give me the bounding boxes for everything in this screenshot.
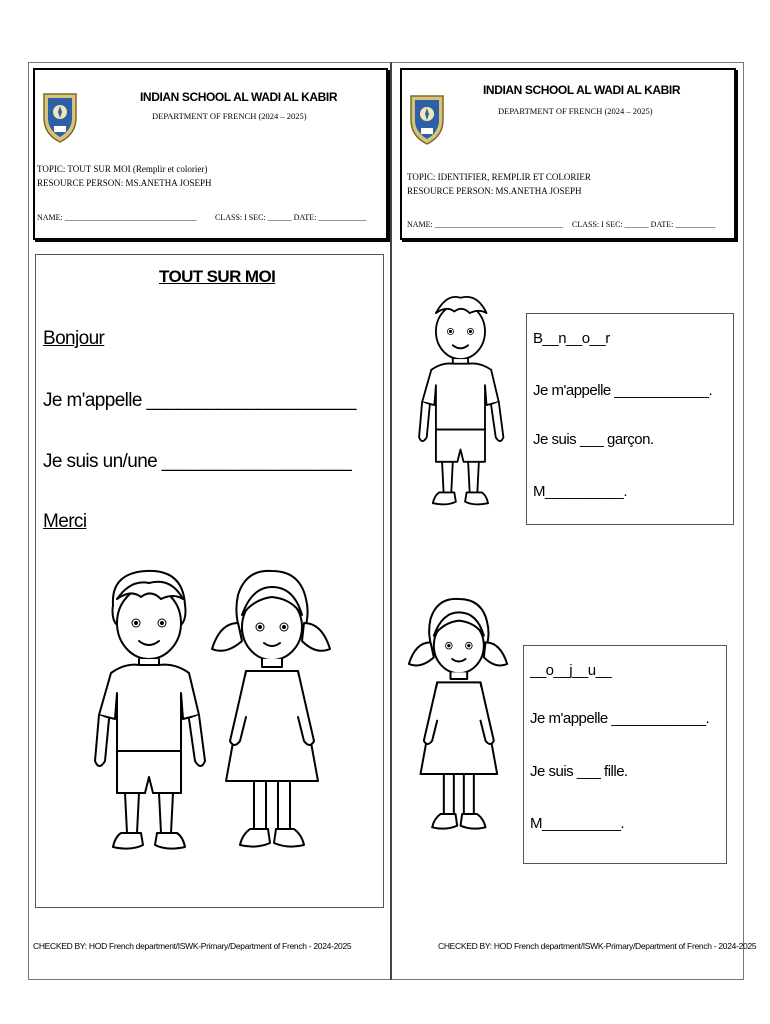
exercise-box-boy [526,313,734,525]
left-header [33,68,388,240]
left-activity-panel [35,254,384,908]
class-field: CLASS: I SEC: ______ DATE: ____________ [215,213,367,222]
line-suis: Je suis un/une ___________________ [43,451,352,472]
right-footer: CHECKED BY: HOD French department/ISWK-Primary/Department of French - 2024-2025 [438,941,757,951]
girl-figure [206,565,336,865]
resource-person: RESOURCE PERSON: MS.ANETHA JOSEPH [37,178,212,188]
box-line-1: __o__j__u__ [530,662,612,679]
class-field: CLASS: I SEC: ______ DATE: __________ [572,220,716,229]
department: DEPARTMENT OF FRENCH (2024 – 2025) [498,106,653,116]
name-field: NAME: ________________________________ [407,220,563,229]
school-crest-icon [407,90,447,146]
line-bonjour: Bonjour [43,328,105,349]
line-merci: Merci [43,511,87,532]
name-field: NAME: _________________________________ [37,213,197,222]
box-line-2: Je m'appelle ____________. [530,710,710,727]
department: DEPARTMENT OF FRENCH (2024 – 2025) [152,111,307,121]
line-appelle: Je m'appelle _____________________ [43,390,356,411]
page-divider [390,62,392,980]
box-line-3: Je suis ___ fille. [530,763,628,780]
boy-figure [412,287,512,517]
topic: TOPIC: TOUT SUR MOI (Remplir et colorier) [37,164,208,174]
box-line-2: Je m'appelle ____________. [533,382,713,399]
boy-figure [91,565,211,865]
resource-person: RESOURCE PERSON: MS.ANETHA JOSEPH [407,186,582,196]
exercise-box-girl [523,645,727,864]
school-name: INDIAN SCHOOL AL WADI AL KABIR [483,83,681,97]
activity-title: TOUT SUR MOI [159,267,276,286]
right-header [400,68,736,240]
topic: TOPIC: IDENTIFIER, REMPLIR ET COLORIER [407,172,591,182]
box-line-4: M__________. [530,815,625,832]
box-line-1: B__n__o__r [533,330,610,347]
box-line-3: Je suis ___ garçon. [533,431,654,448]
left-footer: CHECKED BY: HOD French department/ISWK-Primary/Department of French - 2024-2025 [33,941,352,951]
girl-figure [402,594,514,844]
school-name: INDIAN SCHOOL AL WADI AL KABIR [140,90,338,104]
school-crest-icon [40,88,80,144]
box-line-4: M__________. [533,483,628,500]
